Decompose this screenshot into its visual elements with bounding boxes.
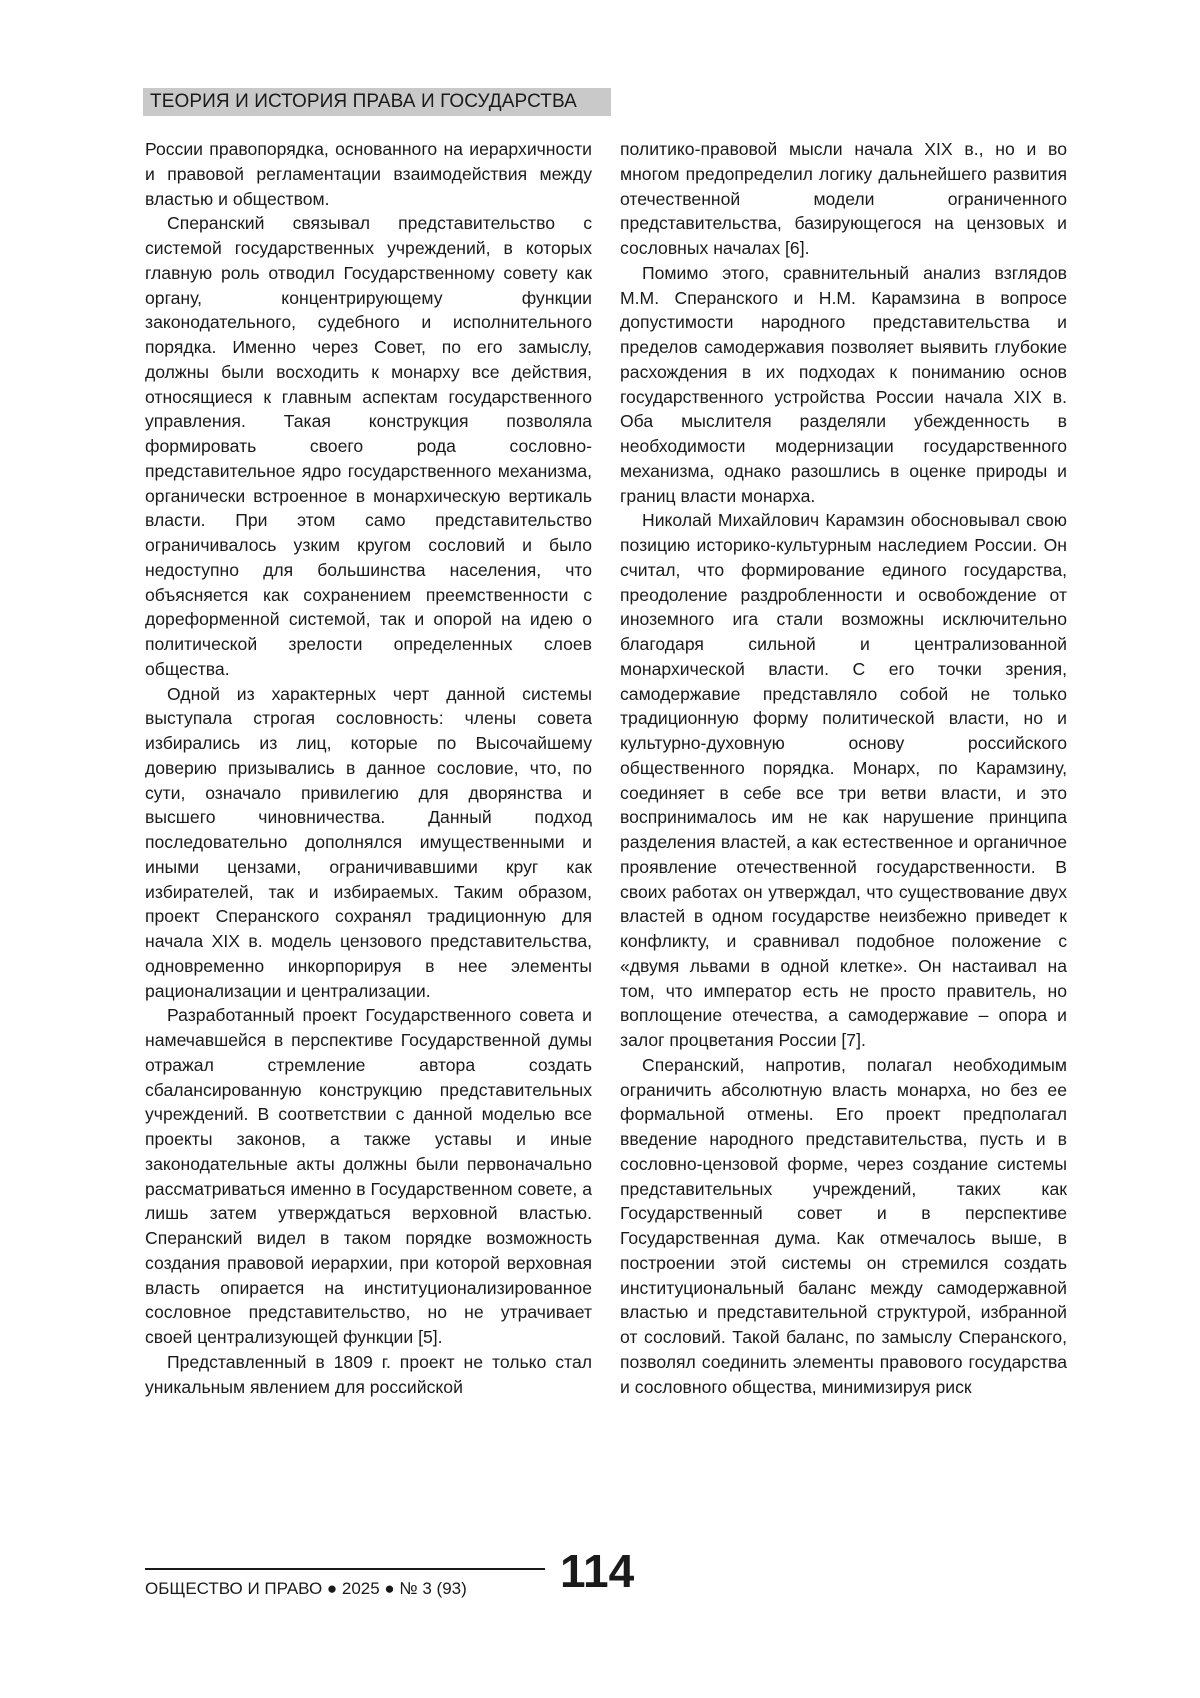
footer-rule: [145, 1568, 545, 1570]
right-column: [620, 137, 1067, 1399]
paragraph: Одной из характерных черт данной системы выступала строгая сословность: члены совета избирались из лиц, которые по Высочайшему доверию призывались в данное сословие, что, по сути, означало привилегию для дворянства и высшего чиновничества. Данный подход последовательно дополнялся имущественными и иными цензами, ограничивавшими круг как избирателей, так и избираемых. Таким образом, проект Сперанского сохранял традиционную для начала XIX в. модель цензового представительства, одновременно инкорпорируя в нее элементы рационализации и централизации.: [145, 682, 592, 1004]
paragraph: Помимо этого, сравнительный анализ взглядов М.М. Сперанского и Н.М. Карамзина в вопросе допустимости народного представительства и пределов самодержавия позволяет выявить глубокие расхождения в их подходах к пониманию основ государственного устройства России начала XIX в. Оба мыслителя разделяли убежденность в необходимости модернизации государственного механизма, однако разошлись в оценке природы и границ власти монарха.: [620, 261, 1067, 509]
left-column: [145, 137, 592, 1399]
page-number: 114: [560, 1545, 634, 1597]
paragraph: Представленный в 1809 г. проект не только стал уникальным явлением для российской: [145, 1350, 592, 1400]
paragraph: Разработанный проект Государственного совета и намечавшейся в перспективе Государственной думы отражал стремление автора создать сбалансированную конструкцию представительных учреждений. В соответствии с данной моделью все проекты законов, а также уставы и иные законодательные акты должны были первоначально рассматриваться именно в Государственном совете, а лишь затем утверждаться верховной властью. Сперанский видел в таком порядке возможность создания правовой иерархии, при которой верховная власть опирается на институционализированное сословное представительство, но не утрачивает своей централизующей функции [5].: [145, 1003, 592, 1350]
paragraph: Николай Михайлович Карамзин обосновывал свою позицию историко-культурным наследием России. Он считал, что формирование единого государства, преодоление раздробленности и освобождение от иноземного ига стали возможны исключительно благодаря сильной и централизованной монархической власти. С его точки зрения, самодержавие представляло собой не только традиционную форму политической власти, но и культурно-духовную основу российского общественного порядка. Монарх, по Карамзину, соединяет в себе все три ветви власти, и это воспринималось им не как нарушение принципа разделения властей, а как естественное и органичное проявление отечественной государственности. В своих работах он утверждал, что существование двух властей в одном государстве неизбежно приведет к конфликту, и сравнивал подобное положение с «двумя львами в одной клетке». Он настаивал на том, что император есть не просто правитель, но воплощение отечества, а самодержавие – опора и залог процветания России [7].: [620, 508, 1067, 1053]
section-title: ТЕОРИЯ И ИСТОРИЯ ПРАВА И ГОСУДАРСТВА: [150, 90, 577, 114]
paragraph: Сперанский связывал представительство с системой государственных учреждений, в которых главную роль отводил Государственному совету как органу, концентрирующему функции законодательного, судебного и исполнительного порядка. Именно через Совет, по его замыслу, должны были восходить к монарху все действия, относящиеся к главным аспектам государственного управления. Такая конструкция позволяла формировать своего рода сословно-представительное ядро государственного механизма, органически встроенное в монархическую вертикаль власти. При этом само представительство ограничивалось узким кругом сословий и было недоступно для большинства населения, что объясняется как сохранением преемственности с дореформенной системой, так и опорой на идею о политической зрелости определенных слоев общества.: [145, 211, 592, 681]
paragraph: Сперанский, напротив, полагал необходимым ограничить абсолютную власть монарха, но без ее формальной отмены. Его проект предполагал введение народного представительства, пусть и в сословно-цензовой форме, через создание системы представительных учреждений, таких как Государственный совет и в перспективе Государственная дума. Как отмечалось выше, в построении этой системы он стремился создать институциональный баланс между самодержавной властью и представительной структурой, избранной от сословий. Такой баланс, по замыслу Сперанского, позволял соединить элементы правового государства и сословного общества, минимизируя риск: [620, 1053, 1067, 1400]
paragraph: России правопорядка, основанного на иерархичности и правовой регламентации взаимодействия между властью и обществом.: [145, 137, 592, 211]
paragraph: политико-правовой мысли начала XIX в., но и во многом предопределил логику дальнейшего развития отечественной модели ограниченного представительства, базирующегося на цензовых и сословных началах [6].: [620, 137, 1067, 261]
journal-footer: ОБЩЕСТВО И ПРАВО ● 2025 ● № 3 (93): [145, 1578, 467, 1600]
